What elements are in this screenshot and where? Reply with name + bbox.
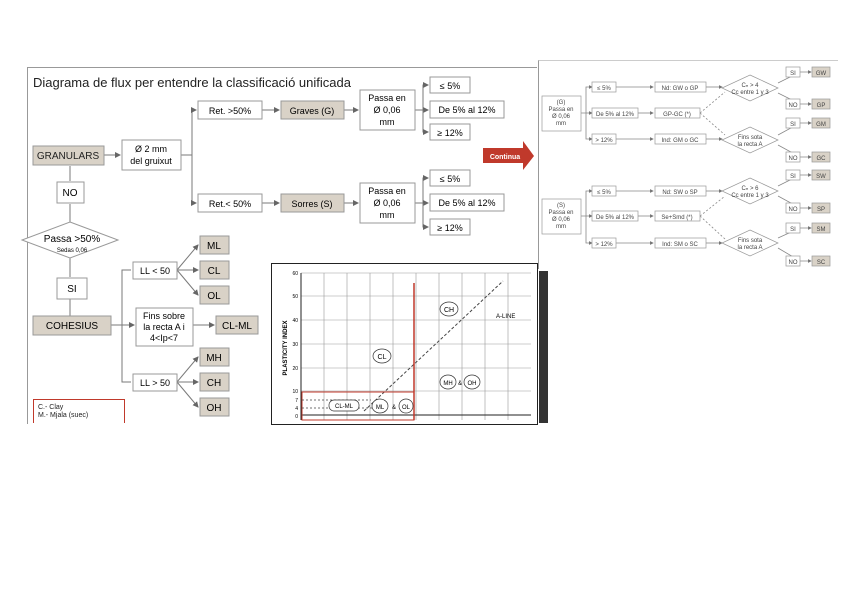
- g-ge12-label: ≥ 12%: [437, 128, 463, 138]
- passa-s-label-1: Passa en: [368, 186, 406, 196]
- g-gw: GW: [815, 71, 827, 77]
- si-label: SI: [67, 284, 77, 295]
- passa-s-label-2: Ø 0,06: [373, 198, 401, 208]
- mh-region-label: MH: [443, 381, 453, 387]
- oh-region-label: OH: [467, 381, 477, 387]
- g-le5-label: ≤ 5%: [439, 81, 461, 91]
- granulars-label: GRANULARS: [36, 151, 100, 162]
- g-gp: GP: [816, 103, 826, 109]
- g-result-2: GP-GC (*): [663, 112, 691, 118]
- s-ge12-small: > 12%: [595, 242, 613, 248]
- cl-label: CL: [207, 266, 221, 277]
- ytick-20: 20: [292, 366, 298, 372]
- g-result-3: Ind: GM o GC: [661, 138, 699, 144]
- s-diamond-1-label-1: Cₙ > 6: [741, 186, 759, 192]
- ol-label: OL: [207, 291, 221, 302]
- clml-label: CL-ML: [221, 321, 253, 332]
- ytick-40: 40: [292, 318, 298, 324]
- s-sm: SM: [816, 227, 826, 233]
- ret-g-label: Ret. >50%: [208, 106, 252, 116]
- s-result-3: Ind: SM o SC: [662, 242, 698, 248]
- page-title: Diagrama de flux per entendre la classificació unificada: [33, 75, 351, 90]
- diam-label-2: del gruixut: [130, 156, 172, 166]
- passa-s-label-3: mm: [379, 210, 395, 220]
- sorres-label: Sorres (S): [291, 199, 333, 209]
- s-passa-label-2: Passa en: [548, 210, 574, 216]
- g-mid-label: De 5% al 12%: [438, 105, 496, 115]
- s-passa-label-1: (S): [557, 203, 565, 209]
- s-sw: SW: [816, 174, 826, 180]
- ll-gt-label: LL > 50: [140, 378, 170, 388]
- passa50-label-1: Passa >50%: [43, 234, 101, 245]
- passa50-label-2: Sedas 0,06: [56, 248, 88, 254]
- g-diamond-2-label-2: la recta A: [737, 142, 763, 148]
- g-ge12-small: > 12%: [595, 138, 613, 144]
- g-mid-small: De 5% al 12%: [595, 112, 635, 118]
- passa-g-label-2: Ø 0,06: [373, 105, 401, 115]
- fins-label-3: 4<Ip<7: [149, 333, 179, 343]
- g-gc: GC: [816, 156, 826, 162]
- ch-region-label: CH: [443, 307, 455, 314]
- ytick-7: 7: [295, 398, 298, 404]
- s-diamond-2-label-2: la recta A: [737, 245, 763, 251]
- graves-label: Graves (G): [289, 106, 335, 116]
- s-ge12-label: ≥ 12%: [437, 223, 463, 233]
- legend-line-1: C.- Clay: [38, 404, 64, 411]
- s-le5-label: ≤ 5%: [439, 174, 461, 184]
- cl-region-label: CL: [377, 354, 387, 361]
- diam-label-1: Ø 2 mm: [134, 144, 168, 154]
- s-mid-small: De 5% al 12%: [595, 215, 635, 221]
- s-sp: SP: [816, 207, 826, 213]
- passa-g-label-3: mm: [379, 117, 395, 127]
- s-no-1: NO: [788, 207, 798, 213]
- ml-region-label: ML: [375, 405, 385, 411]
- ll-lt-label: LL < 50: [140, 266, 170, 276]
- oh-label: OH: [206, 403, 222, 414]
- ytick-30: 30: [292, 342, 298, 348]
- s-si-2: SI: [790, 227, 796, 233]
- s-result-1: Nd: SW o SP: [662, 190, 698, 196]
- chart-ylabel: PLASTICITY INDEX: [283, 320, 289, 376]
- ytick-4: 4: [295, 406, 298, 412]
- g-result-1: Nd: GW o GP: [661, 86, 699, 92]
- g-diamond-1-label-1: Cₙ > 4: [741, 83, 759, 89]
- s-diamond-2-label-1: Fins sota: [737, 238, 763, 244]
- ret-s-label: Ret.< 50%: [208, 199, 252, 209]
- ytick-10: 10: [292, 389, 298, 395]
- legend-line-2: M.- Mjala (suec): [38, 412, 89, 419]
- amp2-label: &: [391, 405, 397, 411]
- g-passa-label-1: (G): [556, 100, 566, 106]
- no-label: NO: [62, 188, 78, 199]
- continue-label[interactable]: Continua: [489, 154, 521, 161]
- g-diamond-2-label-1: Fins sota: [737, 135, 763, 141]
- g-si-2: SI: [790, 122, 796, 128]
- ch-label: CH: [206, 378, 222, 389]
- g-si-1: SI: [790, 71, 796, 77]
- ol-region-label: OL: [401, 405, 411, 411]
- s-no-2: NO: [788, 260, 798, 266]
- ytick-50: 50: [292, 294, 298, 300]
- s-passa-label-3: Ø 0,06: [551, 217, 571, 223]
- s-result-2: Se+Smd (*): [661, 215, 693, 221]
- g-passa-label-2: Passa en: [548, 107, 574, 113]
- amp-label: &: [457, 381, 463, 387]
- g-passa-label-3: Ø 0,06: [551, 114, 571, 120]
- s-le5-small: ≤ 5%: [597, 190, 611, 196]
- cohesius-label: COHESIUS: [45, 321, 99, 332]
- fins-label-1: Fins sobre: [142, 311, 186, 321]
- g-no-2: NO: [788, 156, 798, 162]
- g-no-1: NO: [788, 103, 798, 109]
- fins-label-2: la recta A i: [143, 322, 185, 332]
- s-sc: SC: [816, 260, 826, 266]
- ml-label: ML: [207, 241, 221, 252]
- g-passa-label-4: mm: [556, 121, 566, 127]
- s-passa-label-4: mm: [556, 224, 566, 230]
- s-si-1: SI: [790, 174, 796, 180]
- g-diamond-1-label-2: Cc entre 1 y 3: [731, 90, 769, 96]
- clml-region-label: CL-ML: [334, 404, 354, 410]
- passa-g-label-1: Passa en: [368, 93, 406, 103]
- g-gm: GM: [816, 122, 826, 128]
- g-le5-small: ≤ 5%: [597, 86, 611, 92]
- aline-label: A-LINE: [496, 314, 516, 320]
- s-diamond-1-label-2: Cc entre 1 y 3: [731, 193, 769, 199]
- ytick-0: 0: [295, 414, 298, 420]
- mh-label: MH: [206, 353, 222, 364]
- s-mid-label: De 5% al 12%: [438, 198, 496, 208]
- ytick-60: 60: [292, 271, 298, 277]
